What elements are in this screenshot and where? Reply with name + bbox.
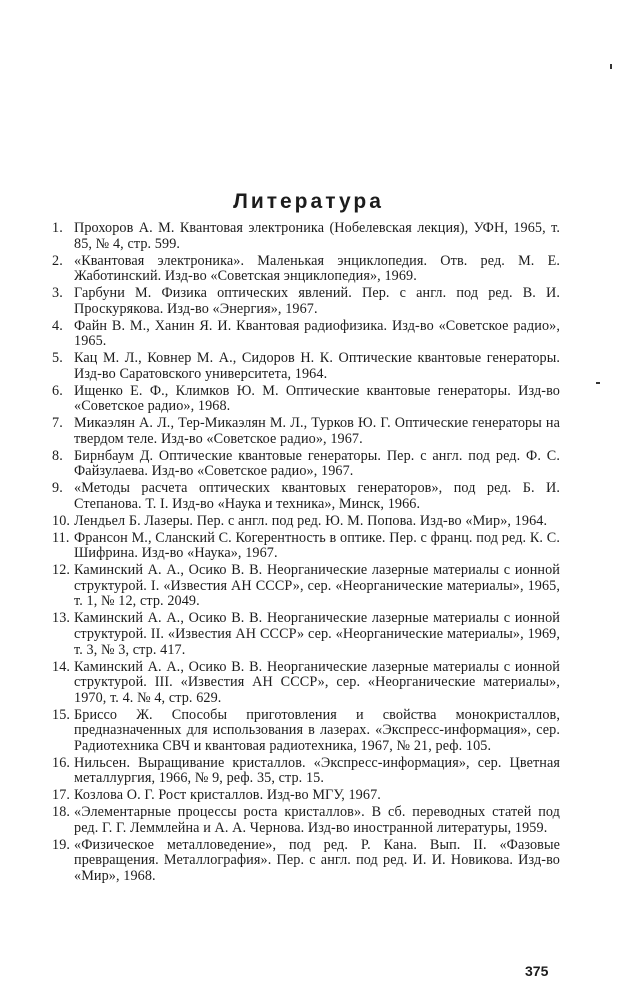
reference-text: Бриссо Ж. Способы приготовления и свойства монокристаллов, предназначенных для использования в лазерах. «Экспресс-информация», сер. Радиотехника СВЧ и квантовая радиотехника, 1967, № 21, реф. 105. [74,706,560,754]
reference-item [52,286,560,317]
reference-number: 8. [52,447,63,464]
margin-mark-mid [596,382,600,384]
reference-text: «Элементарные процессы роста кристаллов». В сб. переводных статей под ред. Г. Г. Леммлейна и А. А. Чернова. Изд-во иностранной литературы, 1959. [74,804,560,836]
reference-text: Гарбуни М. Физика оптических явлений. Пер. с англ. под ред. В. И. Проскурякова. Изд-во «Энергия», 1967. [74,285,560,317]
reference-number: 15. [52,706,71,723]
reference-text: Лендьел Б. Лазеры. Пер. с англ. под ред. Ю. М. Попова. Изд-во «Мир», 1964. [74,512,548,529]
reference-number: 9. [52,480,63,497]
reference-text: Франсон М., Сланский С. Когерентность в оптике. Пер. с франц. под ред. К. С. Шифрина. Изд-во «Наука», 1967. [74,529,560,562]
reference-number: 19. [52,836,71,853]
reference-number: 16. [52,754,71,771]
reference-item [52,805,560,836]
reference-text: Каминский А. А., Осико В. В. Неорганические лазерные материалы с ионной структурой. II. «Известия АН СССР» сер. «Неорганические материалы», 1969, т. 3, № 3, стр. 417. [74,610,560,658]
reference-text: «Методы расчета оптических квантовых генераторов», под ред. Б. И. Степанова. Т. I. Изд-во «Наука и техника», Минск, 1966. [74,480,560,512]
reference-item [52,514,560,530]
reference-text: Каминский А. А., Осико В. В. Неорганические лазерные материалы с ионной структурой. III. «Известия АН СССР», сер. «Неорганические материалы», 1970, т. 4. № 4, стр. 629. [74,658,560,706]
reference-number: 2. [52,252,63,269]
reference-text: Прохоров А. М. Квантовая электроника (Нобелевская лекция), УФН, 1965, т. 85, № 4, стр. 599. [74,220,560,252]
reference-number: 17. [52,787,71,804]
reference-item [52,838,560,885]
reference-text: Нильсен. Выращивание кристаллов. «Экспресс-информация», сер. Цветная металлургия, 1966, № 9, реф. 35, стр. 15. [74,754,560,787]
reference-item [52,254,560,285]
reference-number: 12. [52,562,71,579]
reference-number: 18. [52,804,71,821]
reference-item [52,563,560,610]
reference-text: Бирнбаум Д. Оптические квантовые генераторы. Пер. с англ. под ред. Ф. С. Файзулаева. Изд-во «Советское радио», 1967. [74,447,560,480]
reference-text: Микаэлян А. Л., Тер-Микаэлян М. Л., Турков Ю. Г. Оптические генераторы на твердом теле. Изд-во «Советское радио», 1967. [74,415,560,447]
reference-item [52,416,560,447]
margin-mark-top [610,64,612,69]
reference-item [52,319,560,350]
reference-item [52,756,560,787]
reference-number: 10. [52,512,71,529]
reference-item [52,788,560,804]
reference-number: 7. [52,415,63,432]
page-title: Литература [233,190,384,214]
reference-item [52,351,560,382]
reference-text: Ищенко Е. Ф., Климков Ю. М. Оптические квантовые генераторы. Изд-во «Советское радио», 1968. [74,382,560,415]
reference-number: 3. [52,285,63,302]
reference-item [52,449,560,480]
reference-number: 4. [52,317,63,334]
reference-item [52,660,560,707]
reference-text: «Физическое металловедение», под ред. Р. Кана. Вып. II. «Фазовые превращения. Металлография». Пер. с англ. под ред. И. И. Новикова. Изд-во «Мир», 1968. [74,836,560,884]
reference-text: Каминский А. А., Осико В. В. Неорганические лазерные материалы с ионной структурой. I. «Известия АН СССР», сер. «Неорганические материалы», 1965, т. 1, № 12, стр. 2049. [74,562,560,610]
reference-item [52,481,560,512]
reference-number: 6. [52,382,63,399]
reference-number: 14. [52,658,71,675]
reference-number: 13. [52,610,71,627]
reference-item [52,221,560,252]
reference-number: 5. [52,350,63,367]
reference-item [52,611,560,658]
reference-item [52,708,560,755]
reference-text: «Квантовая электроника». Маленькая энциклопедия. Отв. ред. М. Е. Жаботинский. Изд-во «Советская энциклопедия», 1969. [74,252,560,285]
reference-text: Файн В. М., Ханин Я. И. Квантовая радиофизика. Изд-во «Советское радио», 1965. [74,317,560,350]
reference-list [52,221,560,886]
reference-item [52,531,560,562]
reference-number: 11. [52,529,70,546]
reference-text: Козлова О. Г. Рост кристаллов. Изд-во МГУ, 1967. [74,787,381,804]
reference-text: Кац М. Л., Ковнер М. А., Сидоров Н. К. Оптические квантовые генераторы. Изд-во Саратовского университета, 1964. [74,350,560,382]
reference-number: 1. [52,220,63,236]
page-number: 375 [525,963,549,979]
reference-item [52,384,560,415]
